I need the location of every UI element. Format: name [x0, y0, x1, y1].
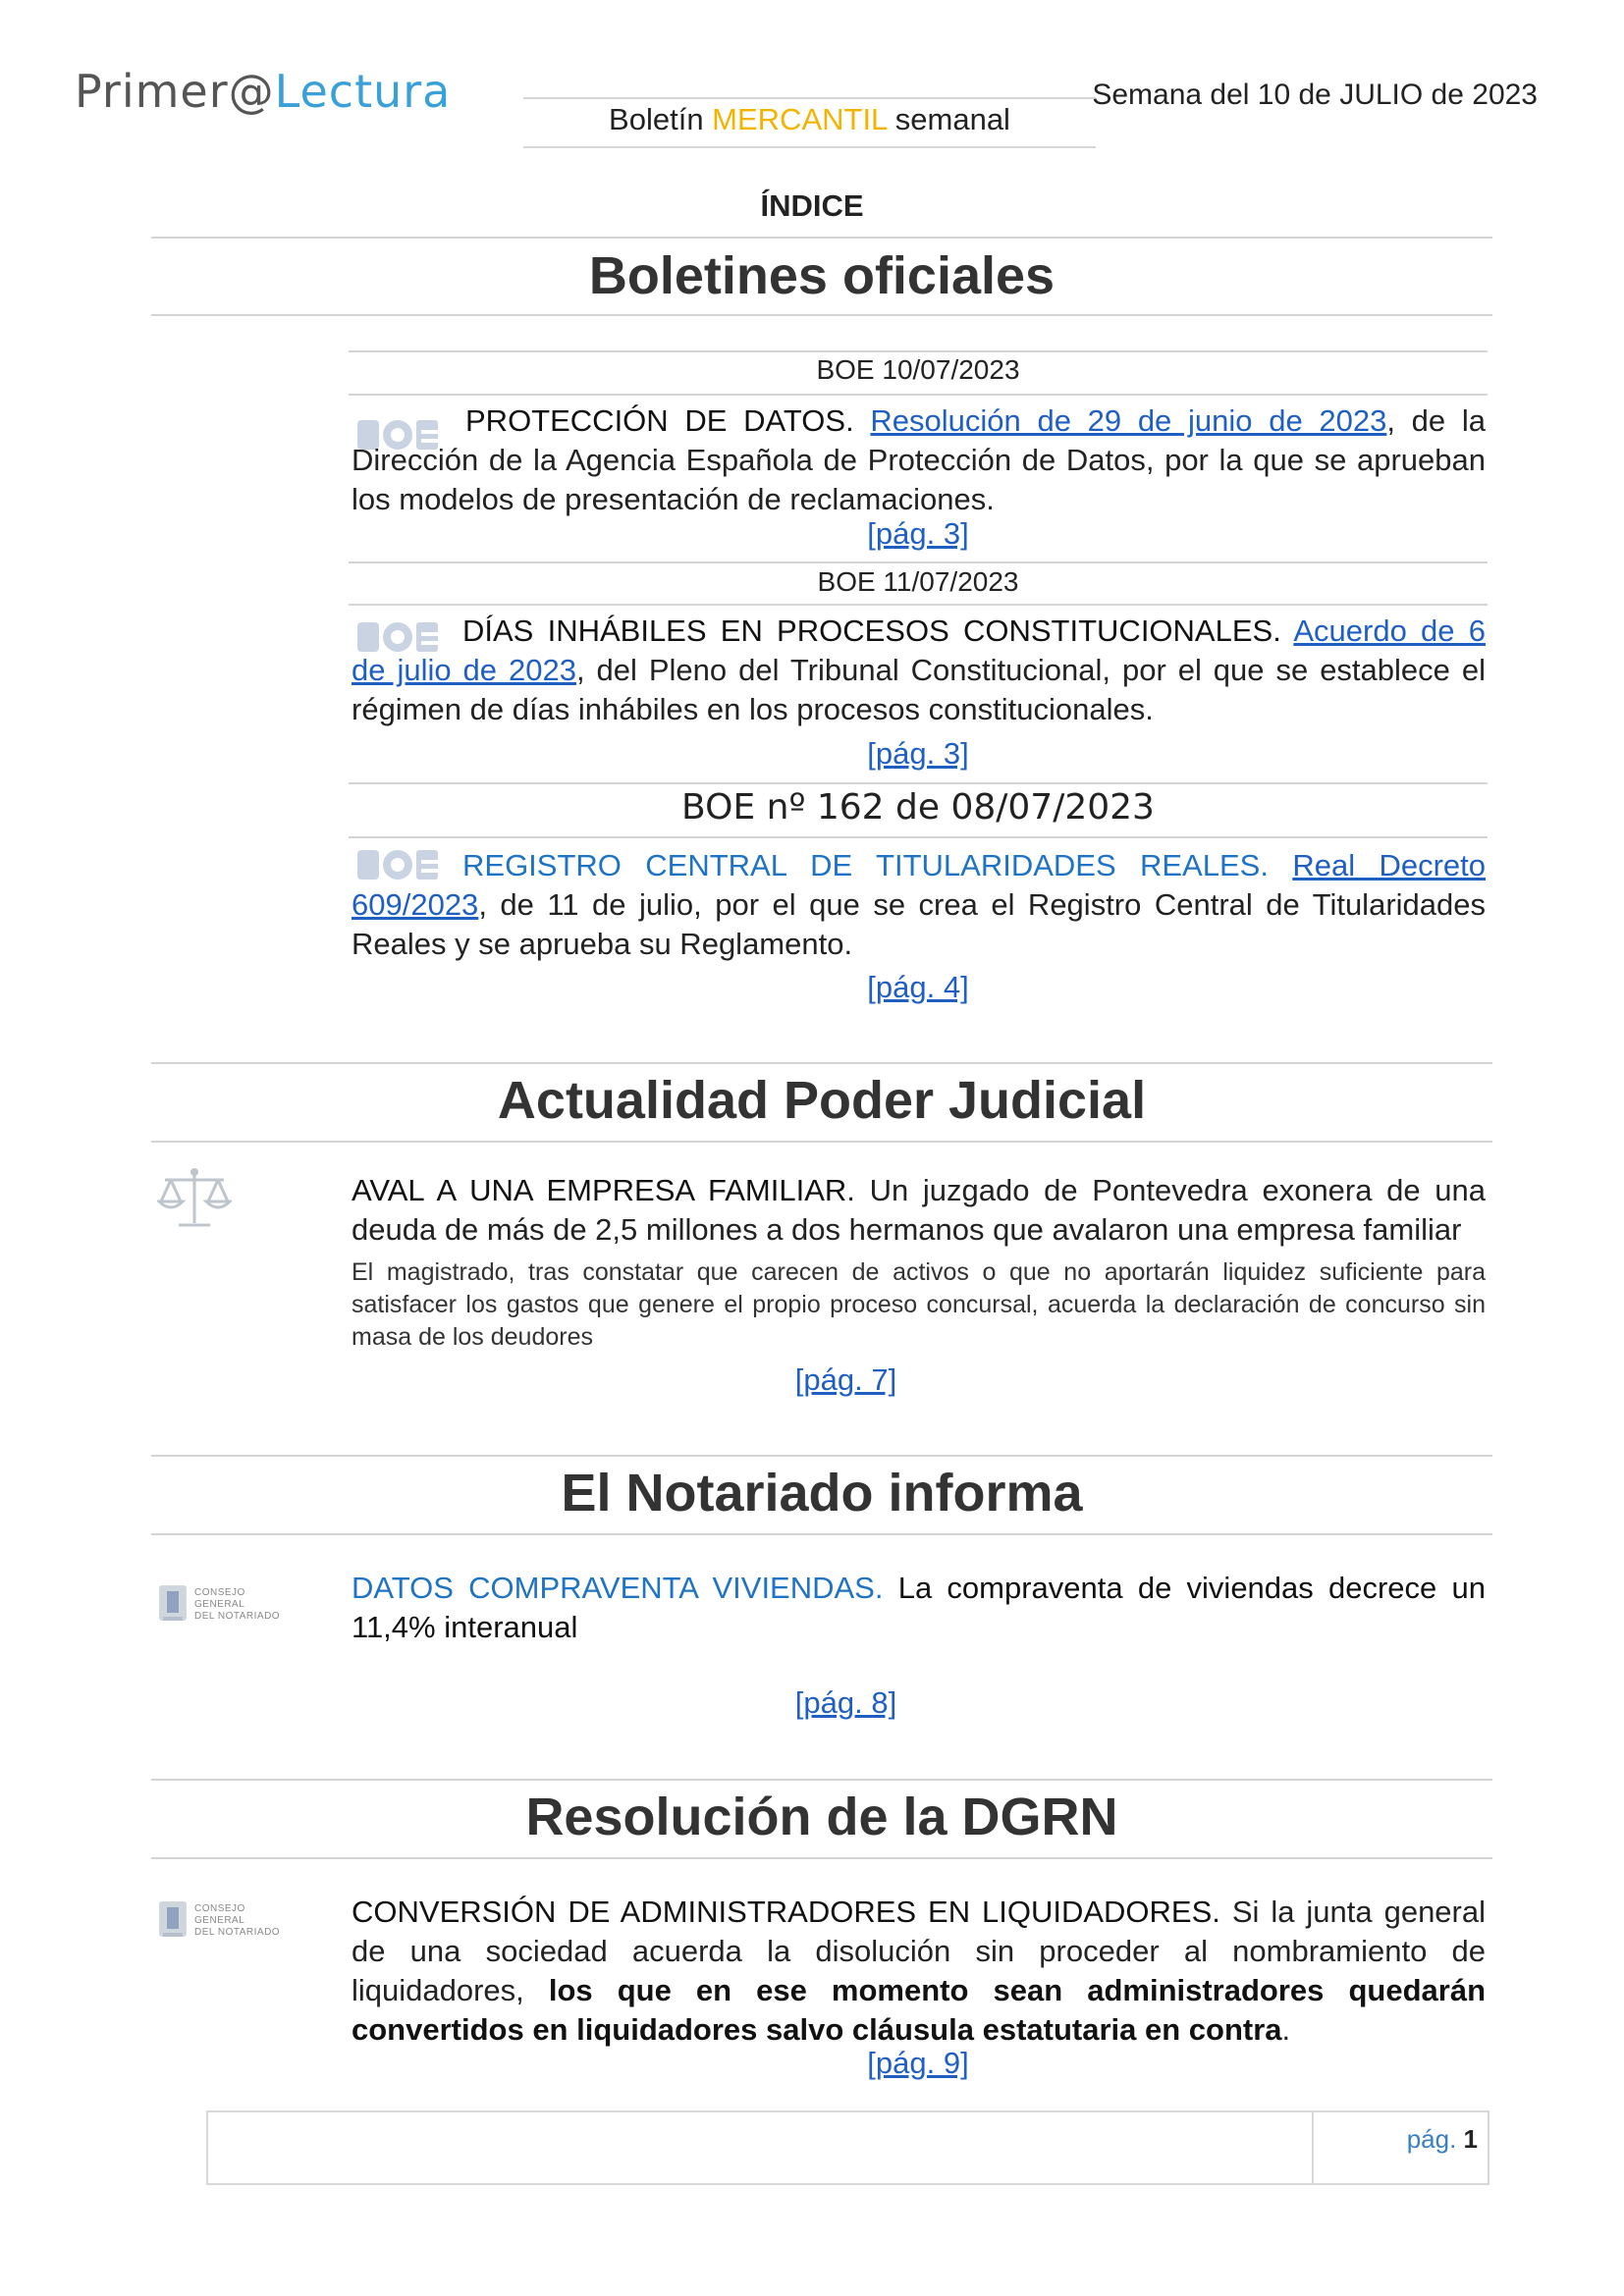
boe-date: BOE 10/07/2023 — [816, 354, 1020, 385]
page-ref-link[interactable]: [pág. 4] — [867, 970, 969, 1004]
entry-heading: PROTECCIÓN DE DATOS. — [465, 403, 854, 438]
section-title-judicial: Actualidad Poder Judicial — [497, 1071, 1147, 1130]
page-number — [1316, 2124, 1478, 2155]
footer-separator — [1312, 2110, 1314, 2183]
page-ref-link[interactable]: [pág. 3] — [867, 516, 969, 551]
entry-heading: DÍAS INHÁBILES EN PROCESOS CONSTITUCIONALES. — [462, 614, 1281, 648]
notariado-entry — [352, 1569, 1486, 1647]
entry-bold-text: los que en ese momento sean administradores quedarán convertidos en liquidadores salvo cláusula estatutaria en contra — [352, 1973, 1486, 2047]
bulletin-title — [523, 102, 1096, 137]
header-rule-top — [523, 97, 1096, 99]
judicial-entry — [352, 1171, 1486, 1250]
page-label: pág. — [1406, 2124, 1457, 2154]
notariado-logo-icon — [157, 1897, 295, 1945]
section-rule — [151, 237, 1492, 239]
entry-rule — [349, 350, 1488, 352]
page-ref — [206, 1685, 1486, 1721]
boe-date: BOE nº 162 de 08/07/2023 — [681, 787, 1155, 828]
entry-end: . — [1281, 2012, 1291, 2047]
section-rule — [151, 1857, 1492, 1859]
week-label: Semana del 10 de JULIO de 2023 — [1092, 79, 1538, 111]
entry-heading: AVAL A UNA EMPRESA FAMILIAR — [352, 1173, 847, 1207]
section-title-boletines: Boletines oficiales — [588, 246, 1056, 305]
section-rule — [151, 314, 1492, 316]
entry-link[interactable]: Acuerdo de 6 de julio de 2023 — [352, 614, 1487, 687]
section-title-dgrn: Resolución de la DGRN — [525, 1788, 1118, 1846]
page-ref — [349, 516, 1488, 552]
boe-entry-2 — [352, 612, 1486, 729]
logo-primer-text: Primer@ — [75, 65, 275, 118]
entry-heading: CONVERSIÓN DE ADMINISTRADORES EN LIQUIDADORES. — [352, 1895, 1220, 1929]
notariado-logo-text: CONSEJO GENERAL — [194, 1903, 245, 1926]
section-rule — [151, 1533, 1492, 1535]
entry-rule — [349, 604, 1488, 606]
section-rule — [151, 1062, 1492, 1064]
page-number-value: 1 — [1463, 2124, 1478, 2154]
page-ref-link[interactable]: [pág. 7] — [794, 1362, 897, 1397]
notariado-emblem-icon — [157, 1899, 189, 1941]
page-ref-link[interactable]: [pág. 3] — [867, 736, 969, 771]
entry-text: Si la junta general de una sociedad acuerda la disolución sin proceder al nombramiento de liquidadores, — [352, 1895, 1486, 2007]
bulletin-prefix: Boletín — [609, 102, 713, 136]
entry-link[interactable]: Real Decreto 609/2023 — [352, 848, 1486, 922]
entry-heading: REGISTRO CENTRAL DE TITULARIDADES REALES. — [462, 848, 1269, 882]
page-ref — [349, 970, 1488, 1005]
entry-rule — [349, 561, 1488, 563]
section-rule — [151, 1779, 1492, 1781]
boe-entry-3 — [352, 846, 1486, 964]
judicial-summary: El magistrado, tras constatar que carecen de activos o que no aportarán liquidez suficiente para satisfacer los gastos que genere el propio proceso concursal, acuerda la declaración de concurso sin masa de los deudores — [352, 1258, 1486, 1351]
logo-lectura-text: Lectura — [274, 65, 452, 118]
dgrn-entry — [352, 1893, 1486, 2050]
boe-date: BOE 11/07/2023 — [817, 566, 1019, 597]
notariado-emblem-icon — [157, 1583, 189, 1625]
entry-text: . Un juzgado de Pontevedra exonera de una deuda de más de 2,5 millones a dos hermanos que avalaron una empresa familiar — [352, 1173, 1487, 1247]
entry-rule — [349, 394, 1488, 396]
entry-heading: DATOS COMPRAVENTA VIVIENDAS. — [352, 1571, 884, 1605]
notariado-logo-text: CONSEJO GENERAL — [194, 1587, 245, 1610]
notariado-logo-text: DEL NOTARIADO — [194, 1611, 281, 1622]
entry-link[interactable]: Resolución de 29 de junio de 2023 — [870, 403, 1387, 438]
scales-icon — [157, 1166, 232, 1233]
page-ref — [349, 736, 1488, 772]
notariado-logo-text: DEL NOTARIADO — [194, 1927, 281, 1938]
index-title: ÍNDICE — [760, 188, 864, 223]
page-ref — [206, 1362, 1486, 1398]
bulletin-suffix: semanal — [887, 102, 1010, 136]
entry-text: La compraventa de viviendas decrece un 11,4% interanual — [352, 1571, 1486, 1644]
header-rule-bottom — [523, 146, 1096, 148]
page-ref — [349, 2046, 1488, 2081]
section-rule — [151, 1141, 1492, 1143]
primer-lectura-logo — [75, 65, 451, 118]
footer-box — [206, 2110, 1489, 2185]
entry-text: , del Pleno del Tribunal Constitucional, por el que se establece el régimen de días inhábiles en los procesos constitucionales. — [352, 653, 1486, 726]
page-ref-link[interactable]: [pág. 8] — [794, 1685, 897, 1720]
boe-entry-1 — [352, 401, 1486, 519]
entry-rule — [349, 836, 1488, 838]
entry-text: , de la Dirección de la Agencia Española de Protección de Datos, por la que se aprueban los modelos de presentación de reclamaciones. — [352, 403, 1486, 516]
notariado-logo-icon — [157, 1581, 295, 1629]
section-title-notariado: El Notariado informa — [561, 1464, 1083, 1522]
entry-rule — [349, 782, 1488, 784]
page-ref-link[interactable]: [pág. 9] — [867, 2046, 969, 2080]
bulletin-mercantil: MERCANTIL — [712, 102, 888, 136]
entry-text: , de 11 de julio, por el que se crea el Registro Central de Titularidades Reales y se aprueba su Reglamento. — [352, 887, 1486, 961]
section-rule — [151, 1455, 1492, 1457]
